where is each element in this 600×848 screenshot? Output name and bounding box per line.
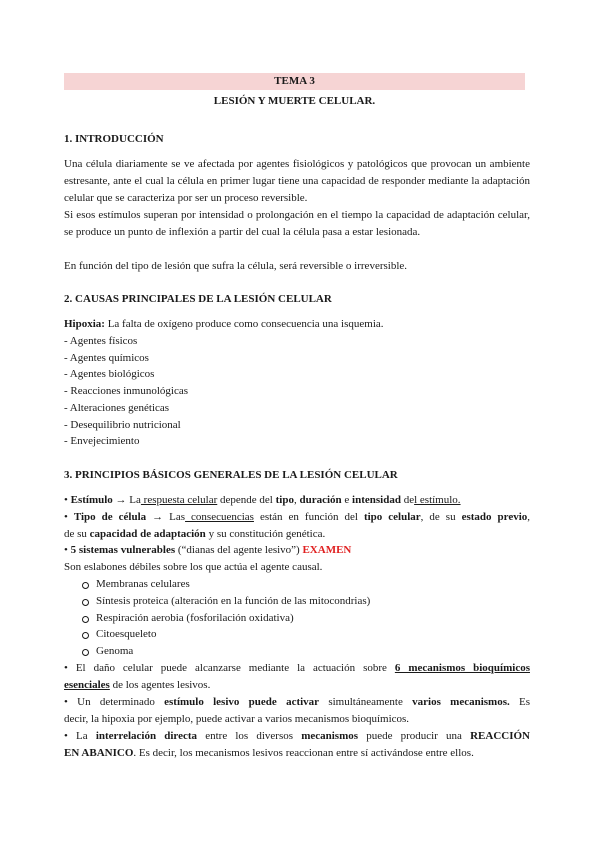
bullet-fan-reaction-line-2: EN ABANICO. Es decir, los mecanismos lesivos reaccionan entre sí activándose entre ellos.: [64, 747, 474, 759]
list-item: - Agentes químicos: [64, 352, 149, 364]
hypoxia-label: Hipoxia:: [64, 318, 105, 330]
intro-paragraph-3: En función del tipo de lesión que sufra la célula, será reversible o irreversible.: [64, 260, 408, 272]
topic-label: TEMA 3: [64, 73, 525, 90]
bullet-cell-type-line-2: de su capacidad de adaptación y su constitución genética.: [64, 528, 326, 540]
section-heading-introduction: 1. INTRODUCCIÓN: [64, 133, 164, 145]
exam-tag: EXAMEN: [302, 544, 352, 556]
system-item: Membranas celulares: [96, 576, 190, 593]
list-item: - Agentes físicos: [64, 335, 138, 347]
list-item: - Reacciones inmunológicas: [64, 385, 189, 397]
system-item: Síntesis proteica (alteración en la función de las mitocondrias): [96, 593, 370, 610]
system-item: Citoesqueleto: [96, 626, 157, 643]
list-item: - Alteraciones genéticas: [64, 402, 170, 414]
intro-paragraph-2: Si esos estímulos superan por intensidad o prolongación en el tiempo la capacidad de adaptación celular, se produce un punto de inflexión a partir del cual la célula pasa a estar lesionada.: [64, 209, 530, 238]
bullet-damage-mechanisms: • El daño celular puede alcanzarse mediante la actuación sobre 6 mecanismos bioquímicos: [64, 662, 530, 674]
section-heading-principles: 3. PRINCIPIOS BÁSICOS GENERALES DE LA LESIÓN CELULAR: [64, 469, 398, 481]
section-heading-causes: 2. CAUSAS PRINCIPALES DE LA LESIÓN CELULAR: [64, 293, 332, 305]
list-item: - Agentes biológicos: [64, 368, 155, 380]
bullet-damage-mechanisms-line-2: esenciales de los agentes lesivos.: [64, 679, 211, 691]
page-title: LESIÓN Y MUERTE CELULAR.: [213, 95, 376, 107]
list-item: - Envejecimiento: [64, 435, 140, 447]
bullet-cell-type: • Tipo de célula → Las consecuencias están en función del tipo celular, de su estado previo,: [64, 511, 531, 523]
list-item: - Desequilibrio nutricional: [64, 419, 181, 431]
bullet-vulnerable-systems: • 5 sistemas vulnerables (“dianas del agente lesivo”) EXAMEN: [64, 544, 352, 556]
system-item: Genoma: [96, 643, 133, 660]
hypoxia-text: La falta de oxígeno produce como consecuencia una isquemia.: [104, 318, 384, 330]
bullet-stimulus: • Estímulo → La respuesta celular depende del tipo, duración e intensidad del estímulo.: [64, 494, 461, 506]
weak-links-text: Son eslabones débiles sobre los que actúa el agente causal.: [64, 561, 323, 573]
bullet-multiple-mechanisms-line-2: decir, la hipoxia por ejemplo, puede activar a varios mecanismos bioquímicos.: [64, 713, 410, 725]
bullet-fan-reaction: • La interrelación directa entre los diversos mecanismos puede producir una REACCIÓN: [64, 730, 531, 742]
hypoxia-line: [64, 316, 384, 333]
bullet-multiple-mechanisms: • Un determinado estímulo lesivo puede activar simultáneamente varios mecanismos. Es: [64, 696, 531, 708]
intro-paragraph-1: Una célula diariamente se ve afectada por agentes fisiológicos y patológicos que provocan un ambiente estresante, ante el cual la célula en primer lugar tiene una capacidad de responder mediante la adaptación celular que se caracteriza por ser un proceso reversible.: [64, 158, 530, 204]
system-item: Respiración aerobia (fosforilación oxidativa): [96, 610, 294, 627]
